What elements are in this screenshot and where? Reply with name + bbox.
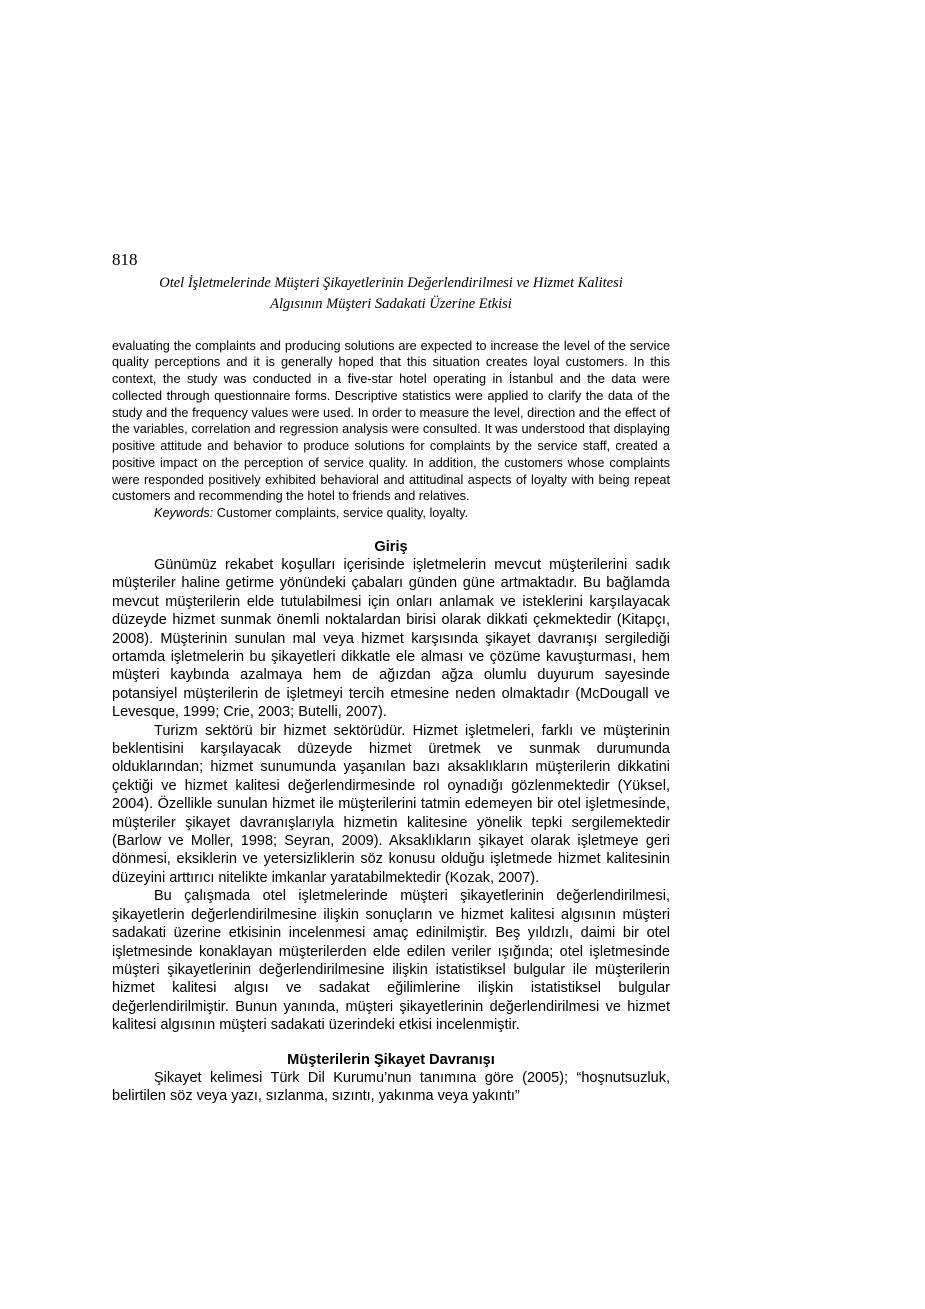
sikayet-paragraph-1: Şikayet kelimesi Türk Dil Kurumu’nun tanımına göre (2005); “hoşnutsuzluk, belirtilen söz veya yazı, sızlanma, sızıntı, yakınma veya yakıntı” <box>112 1069 670 1104</box>
running-title-line-1: Otel İşletmelerinde Müşteri Şikayetlerinin Değerlendirilmesi ve Hizmet Kalitesi <box>159 275 623 292</box>
page-content <box>112 250 670 1105</box>
keywords-text: Customer complaints, service quality, loyalty. <box>213 506 469 521</box>
keywords-label: Keywords: <box>154 506 214 521</box>
abstract-paragraph: evaluating the complaints and producing solutions are expected to increase the level of the service quality perceptions and it is generally hoped that this situation creates loyal customers. In this context, the study was conducted in a five-star hotel operating in İstanbul and the data were collected through questionnaire forms. Descriptive statistics were applied to clarify the data of the study and the frequency values were used. In order to measure the level, direction and the effect of the variables, correlation and regression analysis were consulted. It was understood that displaying positive attitude and behavior to produce solutions for complaints by the service staff, created a positive impact on the perception of service quality. In addition, the customers whose complaints were responded positively exhibited behavioral and attitudinal aspects of loyalty with being repeat customers and recommending the hotel to friends and relatives. <box>112 338 670 504</box>
page-number: 818 <box>112 250 138 269</box>
giris-paragraph-3: Bu çalışmada otel işletmelerinde müşteri şikayetlerinin değerlendirilmesi, şikayetlerin değerlendirilmesine ilişkin sonuçların ve hizmet kalitesi algısının müşteri sadakati üzerine etkisinin incelenmesi amaç edinilmiştir. Beş yıldızlı, daimi bir otel işletmesinde konaklayan müşterilerden elde edilen veriler ışığında; otel işletmesinde müşteri şikayetlerinin değerlendirilmesine ilişkin istatistiksel bulgular ile müşterilerin hizmet kalitesi algısı ve sadakat eğilimlerine ilişkin istatistiksel bulgular değerlendirilmiştir. Bunun yanında, müşteri şikayetlerinin değerlendirilmesi ve hizmet kalitesi algısının müşteri sadakati üzerindeki etkisi incelenmiştir. <box>112 888 670 1034</box>
giris-paragraph-2: Turizm sektörü bir hizmet sektörüdür. Hizmet işletmeleri, farklı ve müşterinin beklentisini karşılayacak düzeyde hizmet üretmek ve sunmak durumunda olduklarından; hizmet sunumunda yaşanılan bazı aksaklıkların müşterilerin dikkatini çektiği ve hizmet kalitesi değerlendirmesinde rol oynadığı gözlenmektedir (Yüksel, 2004). Özellikle sunulan hizmet ile müşterilerini tatmin edemeyen bir otel işletmesinde, müşteriler şikayet davranışlarıyla hizmetin kalitesine yönelik tepki sergilemektedir (Barlow ve Moller, 1998; Seyran, 2009). Aksaklıkların şikayet olarak işletmeye geri dönmesi, eksiklerin ve yetersizliklerin söz konusu olduğu işletmede hizmet kalitesinin düzeyini arttırıcı nitelikte imkanlar yaratabilmektedir (Kozak, 2007). <box>112 722 670 886</box>
running-title-line-2: Algısının Müşteri Sadakati Üzerine Etkisi <box>270 295 512 312</box>
section-heading-giris: Giriş <box>374 538 408 555</box>
giris-paragraph-1: Günümüz rekabet koşulları içerisinde işletmelerin mevcut müşterilerini sadık müşteriler haline getirme yönündeki çabaları günden güne artmaktadır. Bu bağlamda mevcut müşterilerin elde tutulabilmesi için onları anlamak ve isteklerini karşılayacak düzeyde hizmet sunmak önemli noktalardan birisi olarak dikkati çekmektedir (Kitapçı, 2008). Müşterinin sunulan mal veya hizmet karşısında şikayet davranışı sergilediği ortamda işletmelerin bu şikayetleri dikkatle ele alması ve çözüme kavuşturması, hem müşteri kaybında azalmaya hem de ağızdan ağza olumlu duyurum sayesinde potansiyel müşterilerin de işletmeyi tercih etmesine neden olmaktadır (McDougall ve Levesque, 1999; Crie, 2003; Butelli, 2007). <box>112 556 670 721</box>
running-title <box>112 273 670 314</box>
keywords-line <box>112 505 670 522</box>
section-heading-sikayet-davranisi: Müşterilerin Şikayet Davranışı <box>287 1051 495 1068</box>
